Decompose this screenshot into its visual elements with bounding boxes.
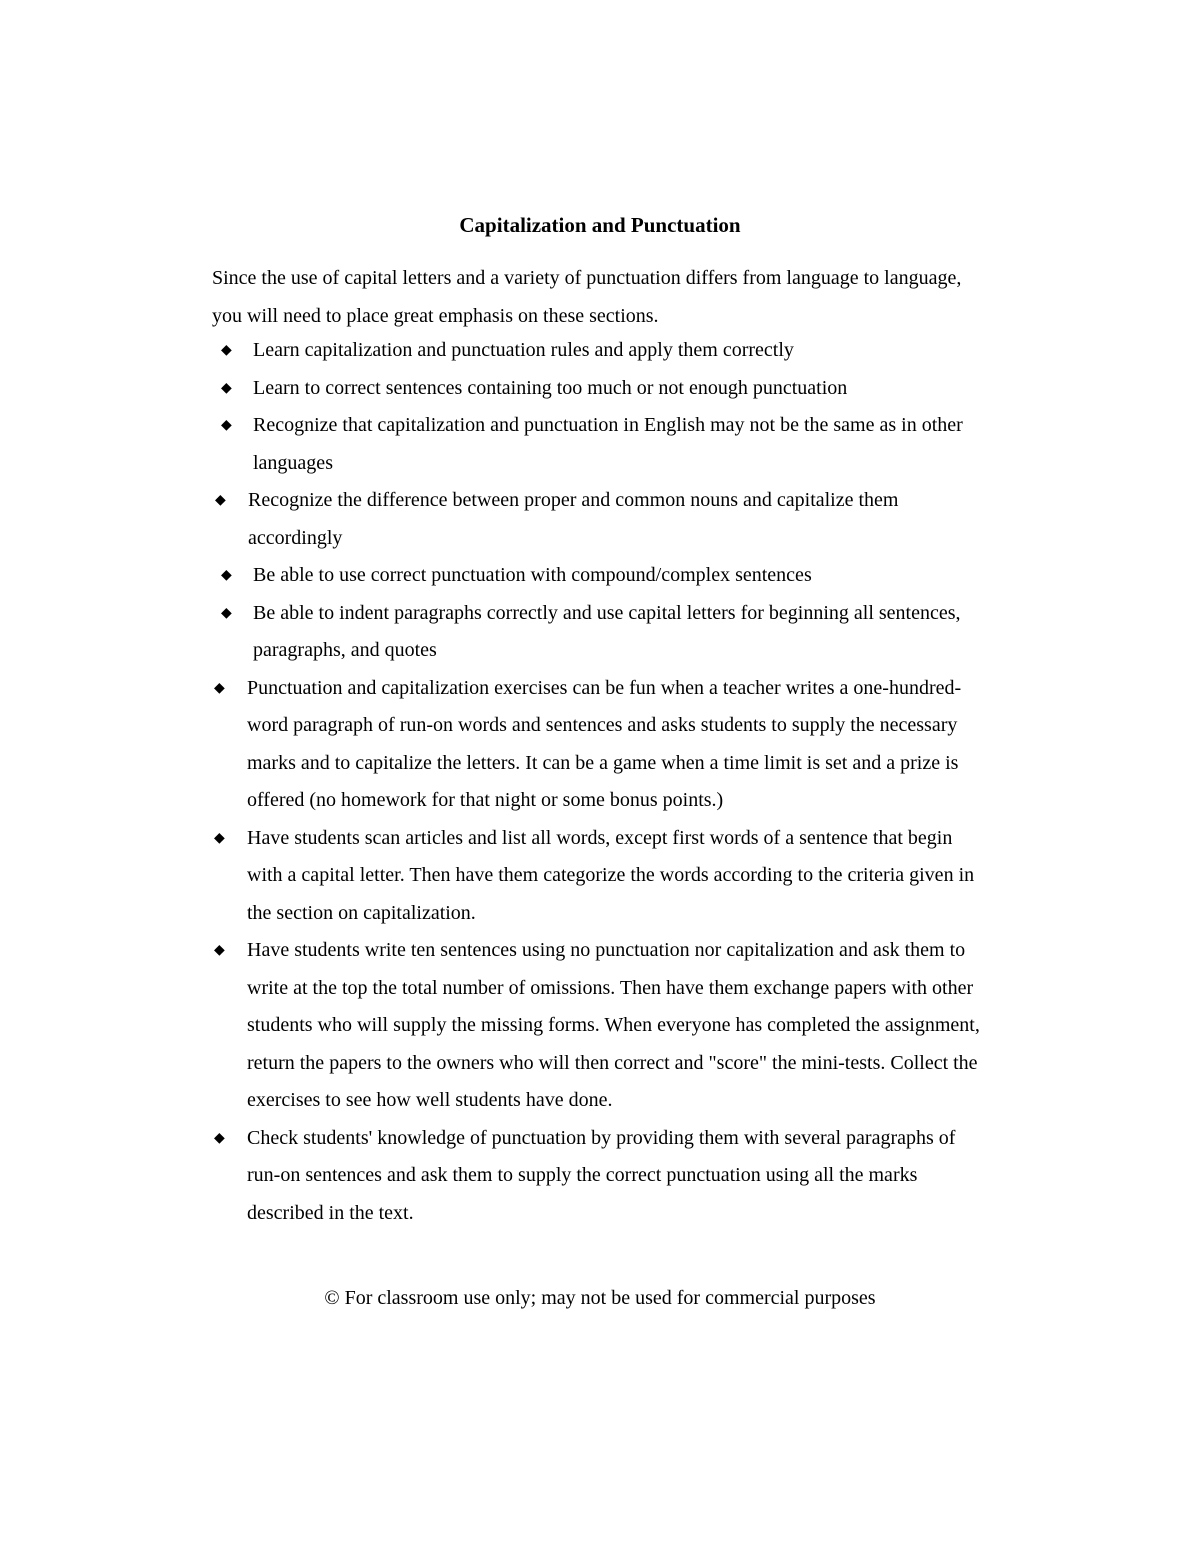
list-item-text: Learn to correct sentences containing too much or not enough punctuation	[253, 376, 848, 399]
list-item-text: Recognize the difference between proper and common nouns and capitalize them accordingly	[248, 489, 899, 549]
diamond-bullet-icon: ◆	[214, 830, 225, 846]
list-item	[212, 820, 992, 933]
list-item-text: Learn capitalization and punctuation rules and apply them correctly	[253, 339, 794, 361]
list-item-text: Check students' knowledge of punctuation by providing them with several paragraphs of run-on sentences and ask them to supply the correct punctuation using all the marks described in the text.	[247, 1126, 956, 1224]
list-item	[212, 595, 992, 670]
list-item	[212, 1120, 992, 1233]
diamond-bullet-icon: ◆	[214, 680, 225, 696]
diamond-bullet-icon: ◆	[215, 493, 226, 508]
diamond-bullet-icon: ◆	[221, 418, 232, 433]
list-item-text: Have students scan articles and list all words, except first words of a sentence that begin with a capital letter. Then have them categorize the words according to the criteria given in the section on capitalization.	[247, 826, 975, 924]
list-item	[212, 670, 992, 820]
list-item-text: Be able to indent paragraphs correctly and use capital letters for beginning all sentences, paragraphs, and quotes	[253, 601, 961, 661]
diamond-bullet-icon: ◆	[221, 343, 232, 358]
list-item-text: Punctuation and capitalization exercises can be fun when a teacher writes a one-hundred-word paragraph of run-on words and sentences and asks students to supply the necessary marks and to capitalize the letters. It can be a game when a time limit is set and a prize is offered (no homework for that night or some bonus points.)	[247, 676, 962, 811]
diamond-bullet-icon: ◆	[214, 943, 225, 958]
list-item	[212, 332, 992, 370]
document-title: Capitalization and Punctuation	[459, 213, 741, 237]
diamond-bullet-icon: ◆	[214, 1130, 225, 1146]
diamond-bullet-icon: ◆	[221, 605, 232, 621]
list-item	[212, 407, 992, 482]
list-item	[212, 482, 992, 557]
list-item-text: Have students write ten sentences using no punctuation nor capitalization and ask them to write at the top the total number of omissions. Then have them exchange papers with other students who will supply the missing forms. When everyone has completed the assignment, return the papers to the owners who will then correct and "score" the mini-tests. Collect the exercises to see how well students have done.	[247, 939, 980, 1111]
list-item	[212, 932, 992, 1120]
list-item-text: Recognize that capitalization and punctuation in English may not be the same as in other languages	[253, 414, 963, 474]
list-item	[212, 557, 992, 595]
list-item-text: Be able to use correct punctuation with compound/complex sentences	[253, 564, 812, 586]
copyright-notice: © For classroom use only; may not be used for commercial purposes	[324, 1287, 876, 1309]
bullet-list	[212, 332, 992, 1232]
diamond-bullet-icon: ◆	[221, 568, 232, 583]
intro-paragraph: Since the use of capital letters and a variety of punctuation differs from language to language, you will need to place great emphasis on these sections.	[212, 267, 962, 327]
diamond-bullet-icon: ◆	[221, 380, 232, 396]
list-item	[212, 370, 992, 408]
